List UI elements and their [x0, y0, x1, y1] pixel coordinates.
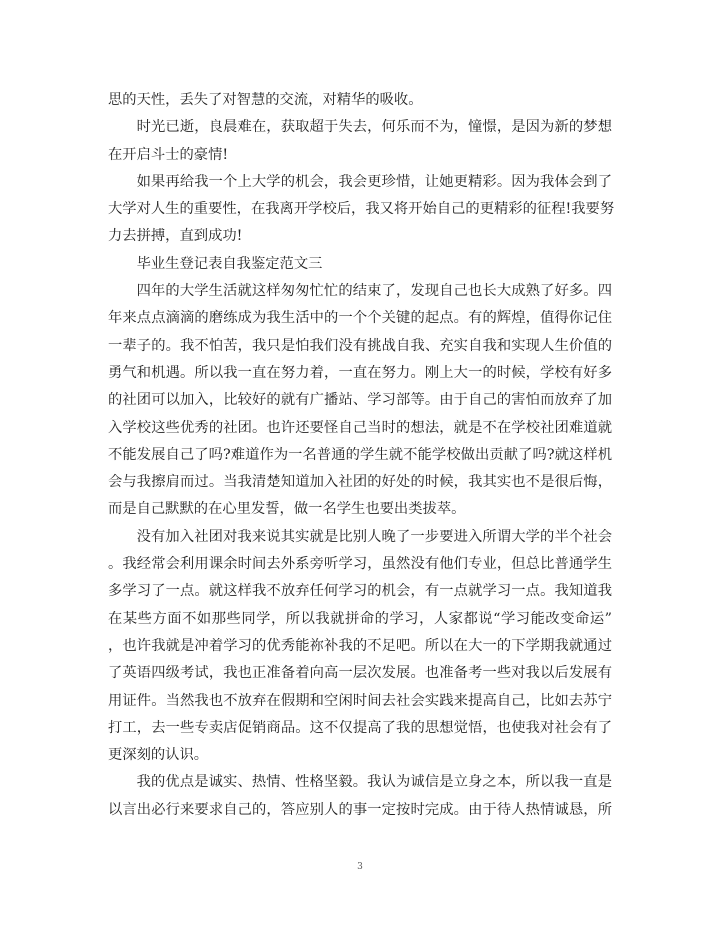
- text-line: 在开启斗士的豪情!: [108, 146, 229, 163]
- text-line: 大学对人生的重要性，在我离开学校后，我又将开始自己的更精彩的征程!我要努: [108, 201, 615, 218]
- text-line: 会与我擦肩而过。当我清楚知道加入社团的好处的时候，我其实也不是很后悔，: [108, 474, 612, 491]
- text-line: 毕业生登记表自我鉴定范文三: [136, 255, 323, 272]
- document-body: [108, 87, 615, 824]
- text-line: 更深刻的认识。: [108, 747, 209, 764]
- text-line: 的社团可以加入，比较好的就有广播站、学习部等。由于自己的害怕而放弃了加: [108, 392, 612, 409]
- text-line: 年来点点滴滴的磨练成为我生活中的一个个关键的起点。有的辉煌，值得你记住: [108, 310, 612, 327]
- text-line: 用证件。当然我也不放弃在假期和空闲时间去社会实践来提高自己，比如去苏宁: [108, 692, 612, 709]
- text-line: ，也许我就是冲着学习的优秀能祢补我的不足吧。所以在大一的下学期我就通过: [108, 637, 612, 654]
- text-line: 了英语四级考试，我也正准备着向高一层次发展。也准备考一些对我以后发展有: [108, 665, 612, 682]
- page-number: 3: [357, 862, 363, 872]
- text-line: 如果再给我一个上大学的机会，我会更珍惜，让她更精彩。因为我体会到了: [136, 173, 612, 190]
- text-line: 不能发展自己了吗?难道作为一名普通的学生就不能学校做出贡献了吗?就这样机: [108, 446, 612, 463]
- text-line: 而是自己默默的在心里发誓，做一名学生也要出类拔萃。: [108, 501, 466, 518]
- text-line: 四年的大学生活就这样匆匆忙忙的结束了，发现自己也长大成熟了好多。四: [136, 283, 612, 300]
- text-line: 在某些方面不如那些同学，所以我就拼命的学习，人家都说“学习能改变命运”: [108, 610, 612, 627]
- text-line: 勇气和机遇。所以我一直在努力着，一直在努力。刚上大一的时候，学校有好多: [108, 364, 612, 381]
- text-line: 思的天性，丢失了对智慧的交流，对精华的吸收。: [108, 92, 423, 108]
- text-line: 打工，去一些专卖店促销商品。这不仅提高了我的思想觉悟，也使我对社会有了: [108, 719, 612, 736]
- text-line: 一辈子的。我不怕苦，我只是怕我们没有挑战自我、充实自我和实现人生价值的: [108, 337, 612, 354]
- text-line: 多学习了一点。就这样我不放弃任何学习的机会，有一点就学习一点。我知道我: [108, 583, 612, 600]
- text-line: 力去拼搏，直到成功!: [108, 228, 243, 245]
- text-line: 入学校这些优秀的社团。也许还要怪自己当时的想法，就是不在学校社团难道就: [108, 419, 612, 436]
- text-line: 我的优点是诚实、热情、性格坚毅。我认为诚信是立身之本，所以我一直是: [136, 774, 612, 791]
- text-line: 。我经常会利用课余时间去外系旁听学习，虽然没有他们专业，但总比普通学生: [108, 556, 612, 573]
- text-line: 以言出必行来要求自己的，答应别人的事一定按时完成。由于待人热情诚恳，所: [108, 801, 612, 818]
- text-line: 没有加入社团对我来说其实就是比别人晚了一步要进入所谓大学的半个社会: [136, 528, 612, 545]
- text-line: 时光已逝，良晨难在，获取超于失去，何乐而不为，憧憬，是因为新的梦想: [136, 119, 612, 136]
